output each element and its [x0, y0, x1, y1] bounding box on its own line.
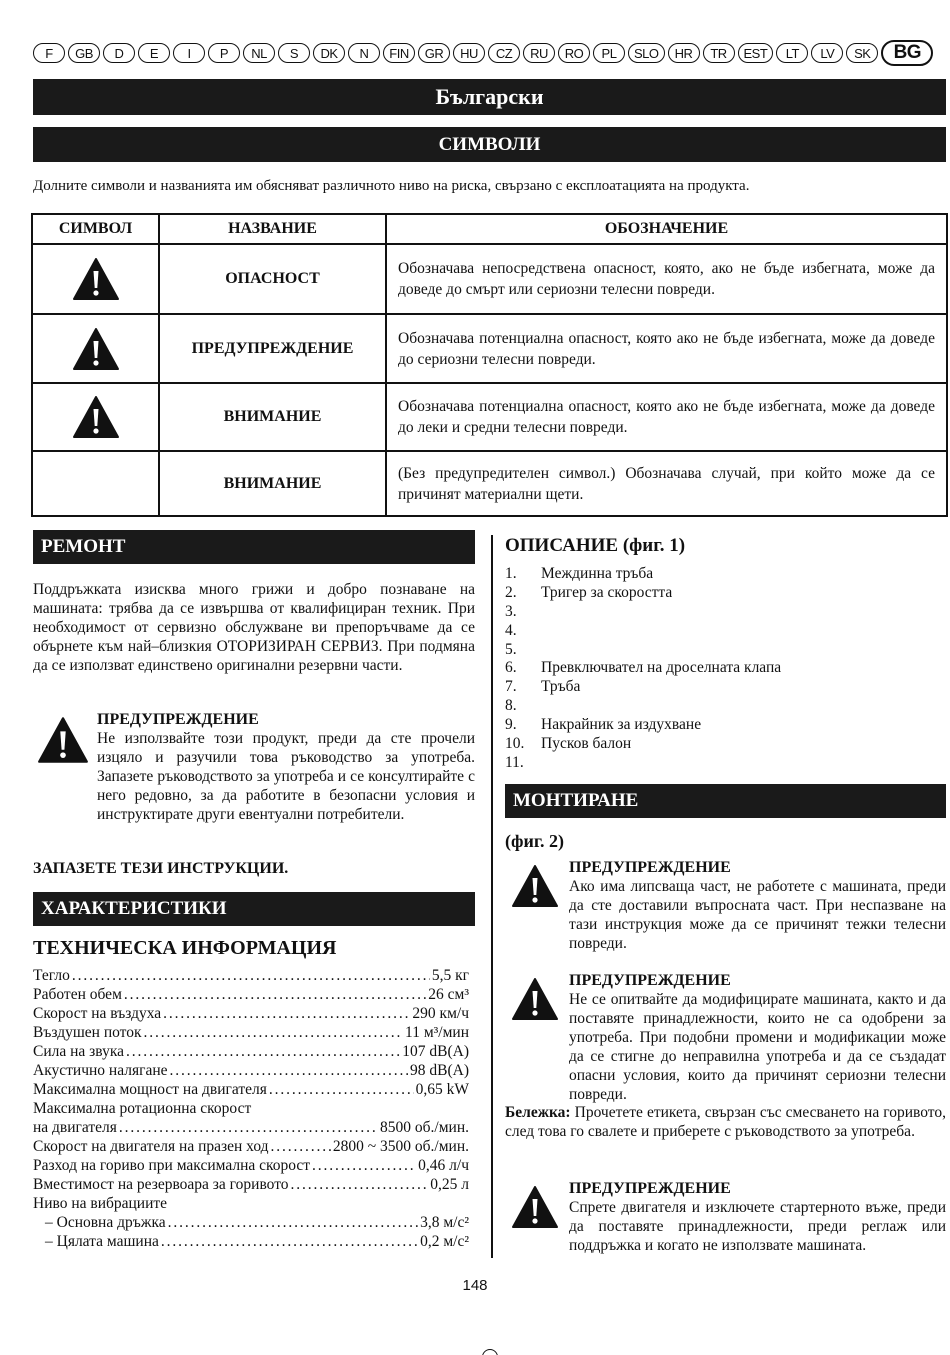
spec-row [33, 1004, 469, 1023]
item-number: 10. [505, 735, 525, 753]
spec-row [33, 966, 469, 985]
spec-label: Максимална мощност на двигателя [33, 1081, 267, 1098]
specs-list [33, 966, 469, 1251]
spec-row [33, 1194, 469, 1213]
language-tab-ru[interactable]: RU [523, 43, 555, 63]
symbol-name: ВНИМАНИЕ [159, 383, 386, 451]
symbol-meaning: Обозначава непосредствена опасност, която, ако не бъде избегната, може да доведе до смърт или сериозни телесни повреди. [386, 244, 947, 314]
spec-row [33, 1232, 469, 1251]
assembly-section-band [505, 784, 946, 818]
spec-row [33, 1175, 469, 1194]
item-text: Междинна тръба [541, 565, 654, 582]
table-row [32, 451, 947, 516]
symbol-name: ОПАСНОСТ [159, 244, 386, 314]
page-number: 148 [462, 1277, 488, 1294]
spec-row [33, 1080, 469, 1099]
spec-row [33, 1042, 469, 1061]
column-divider [491, 535, 493, 1258]
language-tab-s[interactable]: S [278, 43, 310, 63]
spec-value: 2800 ~ 3500 об./мин. [332, 1138, 469, 1155]
item-number: 9. [505, 716, 517, 734]
assembly-warning-3 [505, 1179, 946, 1255]
list-item [505, 678, 945, 697]
spec-label: Вместимост на резервоара за горивото [33, 1176, 289, 1193]
language-tab-dk[interactable]: DK [313, 43, 345, 63]
warning-title: ПРЕДУПРЕЖДЕНИЕ [569, 859, 731, 876]
item-text: Превключвател на дроселната клапа [541, 659, 782, 677]
spec-value: 3,8 м/с² [420, 1214, 469, 1231]
warning-triangle-icon [511, 864, 559, 908]
spec-row [33, 985, 469, 1004]
spec-value: 107 dB(A) [402, 1043, 469, 1060]
spec-label: – Основна дръжка [45, 1214, 166, 1231]
item-number: 7. [505, 678, 517, 696]
item-text: Пусков балон [541, 735, 632, 753]
warning-triangle-icon [72, 327, 120, 371]
repair-warning [33, 710, 475, 824]
symbols-table [31, 213, 948, 517]
list-item [505, 584, 945, 603]
spec-row [33, 1213, 469, 1232]
table-row [32, 244, 947, 314]
spec-value: 26 см³ [428, 986, 469, 1003]
language-tab-gr[interactable]: GR [418, 43, 450, 63]
list-item [505, 659, 945, 678]
symbol-name: ПРЕДУПРЕЖДЕНИЕ [159, 314, 386, 383]
spec-label: Ниво на вибрациите [33, 1195, 168, 1212]
spec-row [33, 1156, 469, 1175]
col-header-symbol: СИМВОЛ [32, 214, 159, 244]
item-number: 3. [505, 602, 517, 620]
assembly-note [505, 1103, 946, 1141]
warning-triangle-icon [511, 1185, 559, 1229]
spec-value: 5,5 кг [431, 967, 469, 984]
warning-triangle-icon [72, 257, 120, 301]
repair-section-band [33, 530, 475, 564]
warning-title: ПРЕДУПРЕЖДЕНИЕ [569, 1180, 731, 1197]
language-title-band [33, 79, 946, 115]
item-number: 8. [505, 697, 517, 715]
spec-value: 290 км/ч [412, 1005, 469, 1022]
spec-label: – Цялата машина [45, 1233, 159, 1250]
language-tab-nl[interactable]: NL [243, 43, 275, 63]
spec-row [33, 1118, 469, 1137]
language-tab-i[interactable]: I [173, 43, 205, 63]
spec-value: 0,25 л [430, 1176, 469, 1193]
item-number: 5. [505, 640, 517, 658]
symbol-meaning: Обозначава потенциална опасност, която ако не бъде избегната, може да доведе до сериозни телесни повреди. [386, 314, 947, 383]
table-row [32, 383, 947, 451]
language-tab-fin[interactable]: FIN [383, 43, 415, 63]
item-number: 1. [505, 565, 517, 582]
language-title: Български [435, 84, 544, 109]
warning-triangle-icon [37, 716, 89, 764]
col-header-meaning: ОБОЗНАЧЕНИЕ [386, 214, 947, 244]
tech-info-title: ТЕХНИЧЕСКА ИНФОРМАЦИЯ [33, 937, 337, 959]
table-row [32, 314, 947, 383]
item-number: 6. [505, 659, 517, 677]
spec-row [33, 1137, 469, 1156]
spec-label: Скорост на въздуха [33, 1005, 162, 1022]
spec-value: 0,65 kW [415, 1081, 469, 1098]
warning-text: Спрете двигателя и изключете стартерното въже, преди да поставяте принадлежности, преди реглаж или поддръжка и когато не използвате машината. [569, 1199, 946, 1254]
item-text: Накрайник за издухване [541, 716, 702, 734]
item-number: 2. [505, 583, 517, 601]
item-text: Тръба [541, 678, 581, 696]
item-number: 11. [505, 753, 524, 771]
warning-text: Не използвайте този продукт, преди да сте прочели изцяло и разучили това ръководство за употреба. Запазете ръководството за употреба и се консултирайте с него редовно, за да работите в безопасни условия и инструктирате други евентуални потребители. [97, 730, 475, 823]
language-tab-d[interactable]: D [103, 43, 135, 63]
note-text: Прочетете етикета, свързан със смесването на горивото, след това го свалете и приберете с ръководството за употреба. [505, 1104, 946, 1140]
language-tab-cz[interactable]: CZ [488, 43, 520, 63]
language-tab-f[interactable]: F [33, 43, 65, 63]
language-tab-tr[interactable]: TR [703, 43, 735, 63]
assembly-warning-2 [505, 971, 946, 1104]
warning-triangle-icon [72, 395, 120, 439]
spec-row [33, 1061, 469, 1080]
spec-label: Максимална ротационна скорост [33, 1100, 252, 1117]
list-item [505, 697, 945, 716]
characteristics-title: ХАРАКТЕРИСТИКИ [41, 898, 227, 919]
col-header-name: НАЗВАНИЕ [159, 214, 386, 244]
language-tab-lv[interactable]: LV [811, 43, 843, 63]
language-tab-slo[interactable]: SLO [628, 43, 665, 63]
assembly-title: МОНТИРАНЕ [513, 790, 639, 811]
note-label: Бележка: [505, 1104, 571, 1121]
language-tab-hr[interactable]: HR [668, 43, 700, 63]
spec-value: 8500 об./мин. [380, 1119, 469, 1136]
symbols-title-band [33, 127, 946, 162]
spec-label: Скорост на двигателя на празен ход [33, 1138, 269, 1155]
description-list [505, 565, 945, 773]
spec-row [33, 1023, 469, 1042]
item-number: 4. [505, 621, 517, 639]
symbol-meaning: Обозначава потенциална опасност, която ако не бъде избегната, може да доведе до леки и средни телесни повреди. [386, 383, 947, 451]
language-tab-gb[interactable]: GB [68, 43, 100, 63]
list-item [505, 735, 945, 754]
registration-mark-icon [482, 1349, 498, 1355]
language-tab-bg[interactable]: BG [881, 40, 933, 66]
warning-title: ПРЕДУПРЕЖДЕНИЕ [569, 972, 731, 989]
language-tab-sk[interactable]: SK [846, 43, 878, 63]
language-tab-e[interactable]: E [138, 43, 170, 63]
language-tab-pl[interactable]: PL [593, 43, 625, 63]
symbol-meaning: (Без предупредителен символ.) Обозначава случай, при който може да се причинят материални щети. [386, 451, 947, 516]
symbol-empty-cell [32, 451, 159, 516]
spec-label: Тегло [33, 967, 70, 984]
symbol-name: ВНИМАНИЕ [159, 451, 386, 516]
description-title: ОПИСАНИЕ (фиг. 1) [505, 535, 686, 556]
language-tab-n[interactable]: N [348, 43, 380, 63]
spec-value: 98 dB(A) [410, 1062, 469, 1079]
characteristics-section-band [33, 892, 475, 926]
item-text: Тригер за скоростта [541, 583, 673, 601]
assembly-warning-1 [505, 858, 946, 953]
language-tab-ro[interactable]: RO [558, 43, 590, 63]
spec-row [33, 1099, 469, 1118]
symbols-title: СИМВОЛИ [438, 133, 541, 155]
spec-label: Работен обем [33, 986, 122, 1003]
list-item [505, 622, 945, 641]
spec-value: 11 м³/мин [405, 1024, 469, 1041]
list-item [505, 754, 945, 773]
language-tab-est[interactable]: EST [738, 43, 774, 63]
spec-value: 0,46 л/ч [418, 1157, 469, 1174]
warning-triangle-icon [511, 977, 559, 1021]
warning-text: Ако има липсваща част, не работете с машината, преди да сте доставили въпросната част. При неспазване на тази инструкция може да се причинят тежки телесни повреди. [569, 878, 946, 952]
spec-label: на двигателя [33, 1119, 117, 1136]
spec-label: Сила на звука [33, 1043, 125, 1060]
list-item [505, 716, 945, 735]
save-instructions: ЗАПАЗЕТЕ ТЕЗИ ИНСТРУКЦИИ. [33, 860, 289, 877]
warning-title: ПРЕДУПРЕЖДЕНИЕ [97, 711, 259, 728]
language-tab-lt[interactable]: LT [776, 43, 808, 63]
language-tabs [33, 40, 945, 66]
repair-title: РЕМОНТ [41, 536, 126, 557]
spec-label: Въздушен поток [33, 1024, 142, 1041]
spec-label: Акустично налягане [33, 1062, 168, 1079]
symbols-intro: Долните символи и названията им обясняват различното ниво на риска, свързано с експлоатацията на продукта. [33, 178, 750, 194]
assembly-figure-ref: (фиг. 2) [505, 831, 564, 851]
repair-text: Поддръжката изисква много грижи и добро познаване на машината: трябва да се извършва от квалифициран техник. При необходимост от сервизно обслужване ви препоръчваме да се обърнете към най–близкия ОТОРИЗИРАН СЕРВИЗ. При подмяна да се използват единствено оригинални резервни части. [33, 581, 475, 674]
spec-value: 0,2 м/с² [420, 1233, 469, 1250]
language-tab-p[interactable]: P [208, 43, 240, 63]
warning-text: Не се опитвайте да модифицирате машината, както и да поставяте принадлежности, които не са одобрени за употреба. При подобни промени и модификации може да се стигне до неправилна употреба и да се създадат опасни условия, които да причинят сериозни телесни повреди. [569, 991, 946, 1103]
list-item [505, 641, 945, 660]
language-tab-hu[interactable]: HU [453, 43, 485, 63]
list-item [505, 565, 945, 584]
spec-label: Разход на гориво при максимална скорост [33, 1157, 311, 1174]
list-item [505, 603, 945, 622]
